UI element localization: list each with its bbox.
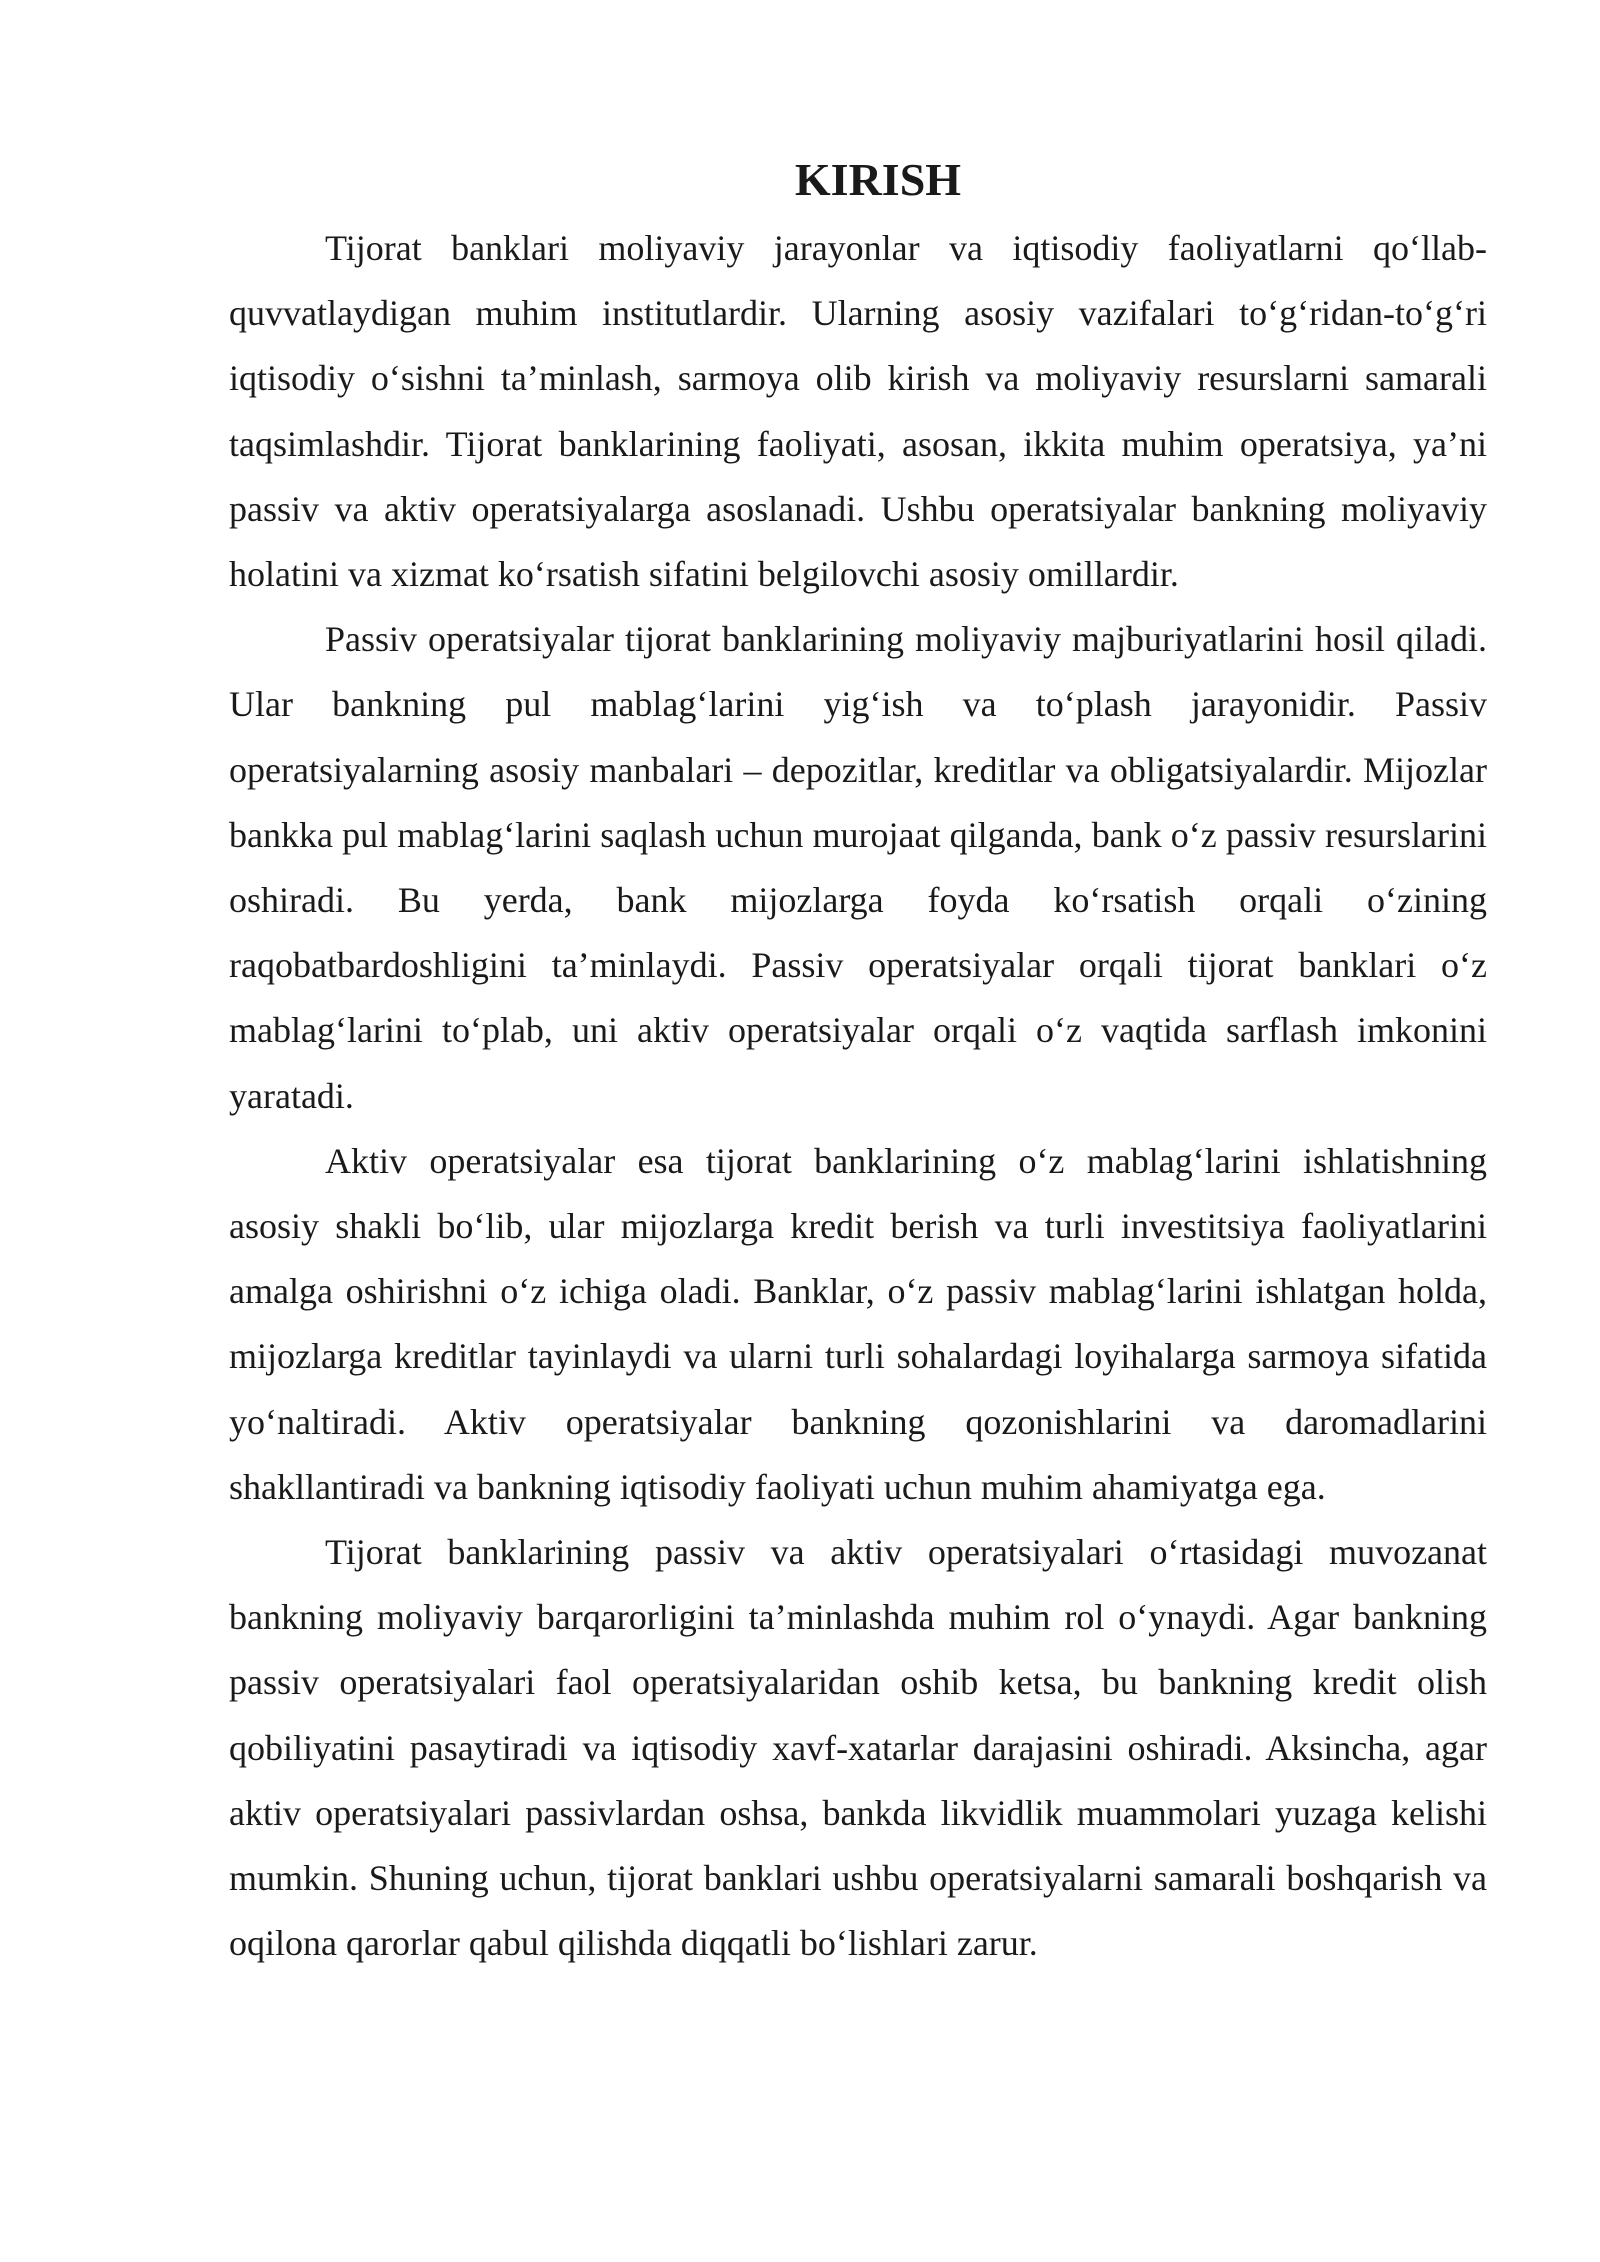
- paragraph-3: Aktiv operatsiyalar esa tijorat banklarining o‘z mablag‘larini ishlatishning asosiy shakli bo‘lib, ular mijozlarga kredit berish va turli investitsiya faoliyatlarini amalga oshirishni o‘z ichiga oladi. Banklar, o‘z passiv mablag‘larini ishlatgan holda, mijozlarga kreditlar tayinlaydi va ularni turli sohalardagi loyihalarga sarmoya sifatida yo‘naltiradi. Aktiv operatsiyalar bankning qozonishlarini va daromadlarini shakllantiradi va bankning iqtisodiy faoliyati uchun muhim ahamiyatga ega.: [229, 1140, 1487, 1507]
- document-page: [229, 148, 1487, 1976]
- document-title: KIRISH: [794, 154, 962, 205]
- paragraph-2: Passiv operatsiyalar tijorat banklarining moliyaviy majburiyatlarini hosil qiladi. Ular bankning pul mablag‘larini yig‘ish va to‘plash jarayonidir. Passiv operatsiyalarning asosiy manbalari – depozitlar, kreditlar va obligatsiyalardir. Mijozlar bankka pul mablag‘larini saqlash uchun murojaat qilganda, bank o‘z passiv resurslarini oshiradi. Bu yerda, bank mijozlarga foyda ko‘rsatish orqali o‘zining raqobatbardoshligini ta’minlaydi. Passiv operatsiyalar orqali tijorat banklari o‘z mablag‘larini to‘plab, uni aktiv operatsiyalar orqali o‘z vaqtida sarflash imkonini yaratadi.: [229, 619, 1487, 1116]
- paragraph-4: Tijorat banklarining passiv va aktiv operatsiyalari o‘rtasidagi muvozanat bankning moliyaviy barqarorligini ta’minlashda muhim rol o‘ynaydi. Agar bankning passiv operatsiyalari faol operatsiyalaridan oshib ketsa, bu bankning kredit olish qobiliyatini pasaytiradi va iqtisodiy xavf-xatarlar darajasini oshiradi. Aksincha, agar aktiv operatsiyalari passivlardan oshsa, bankda likvidlik muammolari yuzaga kelishi mumkin. Shuning uchun, tijorat banklari ushbu operatsiyalarni samarali boshqarish va oqilona qarorlar qabul qilishda diqqatli bo‘lishlari zarur.: [229, 1532, 1487, 1964]
- paragraph-1: Tijorat banklari moliyaviy jarayonlar va iqtisodiy faoliyatlarni qo‘llab-quvvatlaydigan muhim institutlardir. Ularning asosiy vazifalari to‘g‘ridan-to‘g‘ri iqtisodiy o‘sishni ta’minlash, sarmoya olib kirish va moliyaviy resurslarni samarali taqsimlashdir. Tijorat banklarining faoliyati, asosan, ikkita muhim operatsiya, ya’ni passiv va aktiv operatsiyalarga asoslanadi. Ushbu operatsiyalar bankning moliyaviy holatini va xizmat ko‘rsatish sifatini belgilovchi asosiy omillardir.: [229, 228, 1487, 595]
